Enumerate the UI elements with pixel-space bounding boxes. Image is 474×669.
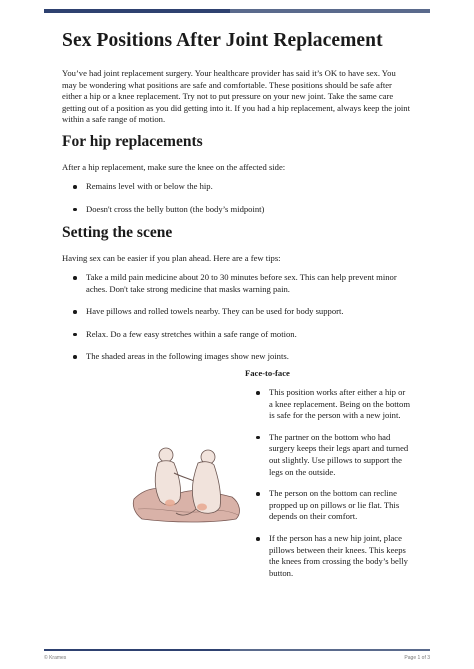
list-item: Relax. Do a few easy stretches within a safe range of motion. <box>62 329 412 341</box>
list-item: The shaded areas in the following images show new joints. <box>62 351 412 363</box>
scene-lead: Having sex can be easier if you plan ahead. Here are a few tips: <box>62 253 281 263</box>
footer-page-number: Page 1 of 3 <box>404 655 430 661</box>
face-heading: Face-to-face <box>245 368 290 378</box>
list-item: Doesn't cross the belly button (the body’s midpoint) <box>62 204 412 216</box>
header-bar <box>44 9 430 13</box>
list-item: If the person has a new hip joint, place pillows between their knees. This keeps the knees from crossing the body’s belly button. <box>245 533 411 579</box>
page-title: Sex Positions After Joint Replacement <box>62 30 383 51</box>
face-to-face-illustration <box>132 437 244 525</box>
hip-list <box>62 181 412 215</box>
list-item: The partner on the bottom who had surgery keeps their legs apart and turned out slightly. Use pillows to support the legs on the outside. <box>245 432 411 478</box>
list-item: Have pillows and rolled towels nearby. They can be used for body support. <box>62 306 412 318</box>
list-item: Remains level with or below the hip. <box>62 181 412 193</box>
scene-list <box>62 272 412 363</box>
hip-heading: For hip replacements <box>62 133 203 150</box>
footer-copyright: © Krames <box>44 655 67 661</box>
intro-paragraph: You’ve had joint replacement surgery. Your healthcare provider has said it’s OK to have sex. You may be wondering what positions are safe and comfortable. These positions should be safe after either a hip or a knee replacement. Try not to put pressure on your new joint. Take the same care getting out of a position as you did getting into it. If you had a hip replacement, always keep the joint within a safe range of motion. <box>62 68 410 125</box>
face-list <box>245 387 411 579</box>
list-item: The person on the bottom can recline propped up on pillows or lie flat. This depends on their comfort. <box>245 488 411 523</box>
scene-heading: Setting the scene <box>62 224 173 241</box>
footer-bar <box>44 649 430 651</box>
list-item: This position works after either a hip or a knee replacement. Being on the bottom is safe for the person with a new joint. <box>245 387 411 422</box>
hip-lead: After a hip replacement, make sure the knee on the affected side: <box>62 162 286 172</box>
list-item: Take a mild pain medicine about 20 to 30 minutes before sex. This can help prevent minor aches. Don't take strong medicine that masks warning pain. <box>62 272 412 295</box>
